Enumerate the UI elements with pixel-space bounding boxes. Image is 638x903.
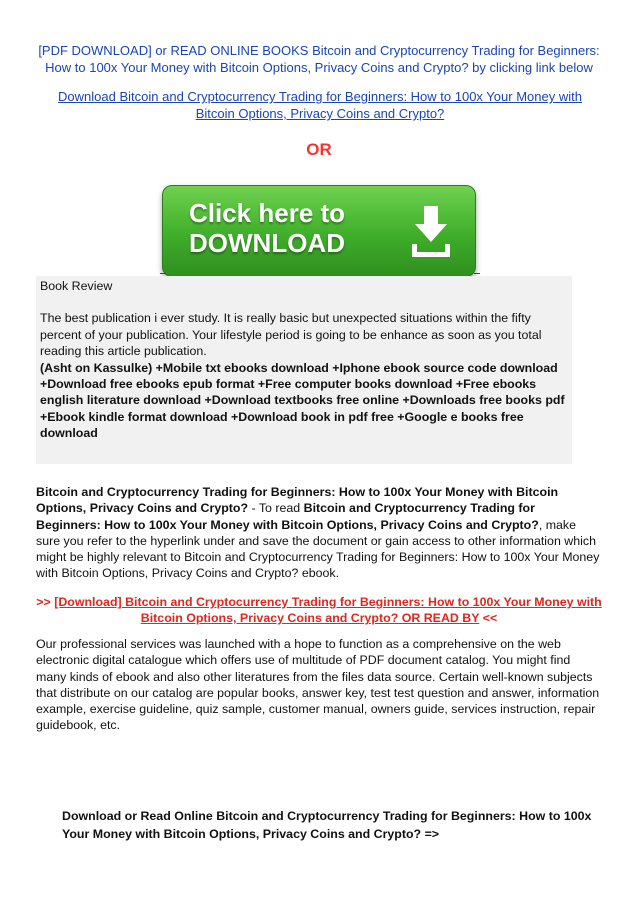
download-button[interactable]	[162, 185, 476, 277]
intro-title-2: Bitcoin and Cryptocurrency Trading for Beginners: How to 100x Your Money with Bitcoin Options, Privacy Coins and Crypto?	[36, 501, 539, 532]
review-tags: (Asht on Kassulke) +Mobile txt ebooks download +Iphone ebook source code download +Download free ebooks epub format +Free computer books download +Free ebooks english literature download +Download textbooks free online +Downloads free books pdf +Ebook kindle format download +Download book in pdf free +Google e books free download	[40, 360, 565, 441]
intro-paragraph	[36, 484, 602, 582]
review-body: The best publication i ever study. It is really basic but unexpected situations within the fifty percent of your publication. Your lifestyle period is going to be enhance as soon as you total reading this article publication.	[40, 311, 542, 359]
download-arrow-icon	[409, 204, 453, 260]
intro-connector: - To read	[248, 501, 304, 516]
book-review-box	[36, 276, 572, 464]
final-download-text: Download or Read Online Bitcoin and Cryptocurrency Trading for Beginners: How to 100x Your Money with Bitcoin Options, Privacy Coins and Crypto? =>	[62, 809, 592, 841]
read-download-link-text[interactable]: [Download] Bitcoin and Cryptocurrency Trading for Beginners: How to 100x Your Money with Bitcoin Options, Privacy Coins and Crypto? OR READ BY	[54, 595, 602, 626]
link-underline-marks	[160, 268, 480, 274]
download-button-label: Click here to DOWNLOAD	[189, 198, 346, 258]
document-header: [PDF DOWNLOAD] or READ ONLINE BOOKS Bitcoin and Cryptocurrency Trading for Beginners: How to 100x Your Money with Bitcoin Options, Privacy Coins and Crypto? by clicking link below	[38, 43, 600, 75]
review-title: Book Review	[40, 279, 113, 293]
or-label: OR	[306, 140, 332, 159]
download-text-link[interactable]: Download Bitcoin and Cryptocurrency Trading for Beginners: How to 100x Your Money with Bitcoin Options, Privacy Coins and Crypto?	[58, 89, 582, 121]
service-paragraph: Our professional services was launched with a hope to function as a comprehensive on the web electronic digital catalogue which offers use of multitude of PDF document catalog. You might find many kinds of ebook and also other literatures from the files data source. Certain well-known subjects that distribute on our catalog are popular books, answer key, test test question and answer, information example, exercise guideline, quiz sample, customer manual, owners guide, services instruction, repair guidebook, etc.	[36, 637, 600, 733]
intro-title: Bitcoin and Cryptocurrency Trading for Beginners: How to 100x Your Money with Bitcoin Options, Privacy Coins and Crypto?	[36, 485, 559, 516]
intro-rest: , make sure you refer to the hyperlink under and save the document or gain access to other information which might be highly relevant to Bitcoin and Cryptocurrency Trading for Beginners: How to 100x Your Money with Bitcoin Options, Privacy Coins and Crypto? ebook.	[36, 517, 600, 581]
read-download-link[interactable]: >> [Download] Bitcoin and Cryptocurrency Trading for Beginners: How to 100x Your Money with Bitcoin Options, Privacy Coins and Crypto? OR READ BY <<	[36, 595, 602, 626]
